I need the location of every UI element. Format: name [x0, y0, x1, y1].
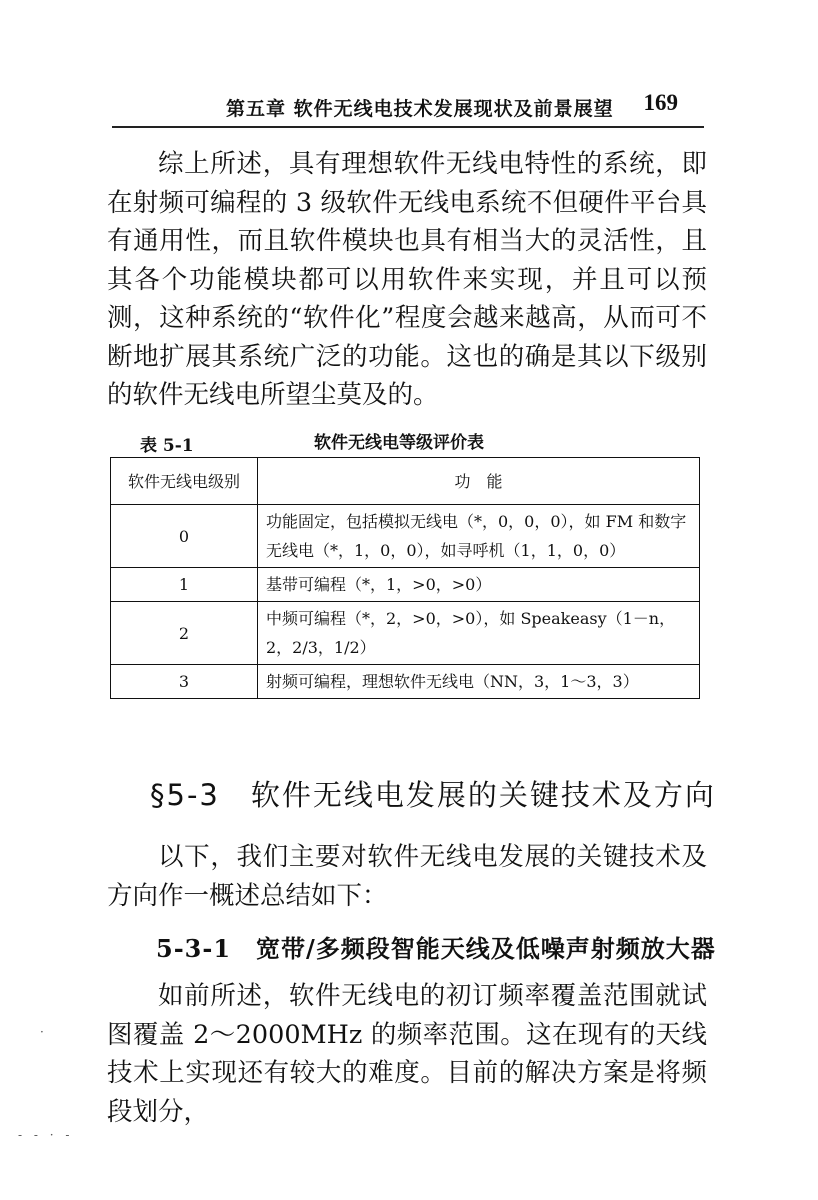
table-row: [111, 505, 700, 568]
page-header: [112, 88, 704, 128]
section-heading: §5-3 软件无线电发展的关键技术及方向: [150, 778, 716, 812]
table-caption-title: 软件无线电等级评价表: [314, 433, 484, 453]
function-cell: 射频可编程，理想软件无线电（NN，3，1～3，3）: [258, 665, 700, 699]
subsection-heading: 5-3-1 宽带/多频段智能天线及低噪声射频放大器: [156, 934, 716, 963]
level-cell: 2: [111, 602, 258, 665]
level-cell: 0: [111, 505, 258, 568]
function-cell: 基带可编程（*，1，>0，>0）: [258, 568, 700, 602]
function-cell: 功能固定，包括模拟无线电（*，0，0，0），如 FM 和数字无线电（*，1，0，0），如寻呼机（1，1，0，0）: [258, 505, 700, 568]
header-level: 软件无线电级别: [111, 458, 258, 505]
table-row: [111, 665, 700, 699]
scan-speck: ·: [40, 1025, 44, 1039]
table-row: [111, 602, 700, 665]
function-cell: 中频可编程（*，2，>0，>0），如 Speakeasy（1－n，2，2/3，1/2）: [258, 602, 700, 665]
paragraph-summary: 综上所述，具有理想软件无线电特性的系统，即在射频可编程的 3 级软件无线电系统不但硬件平台具有通用性，而且软件模块也具有相当大的灵活性，且其各个功能模块都可以用软件来实现，并且可以预测，这种系统的“软件化”程度会越来越高，从而可不断地扩展其系统广泛的功能。这也的确是其以下级别的软件无线电所望尘莫及的。: [107, 149, 707, 410]
scan-speck: - - · -: [18, 1128, 74, 1142]
page-number: 169: [643, 90, 678, 115]
table-header-row: [111, 458, 700, 505]
table-row: [111, 568, 700, 602]
running-title: 第五章 软件无线电技术发展现状及前景展望: [226, 98, 614, 120]
paragraph-intro: 以下，我们主要对软件无线电发展的关键技术及方向作一概述总结如下：: [107, 842, 707, 911]
header-function: 功 能: [258, 458, 700, 505]
level-cell: 3: [111, 665, 258, 699]
level-cell: 1: [111, 568, 258, 602]
grade-table: [110, 457, 700, 699]
table-caption-number: 表 5-1: [140, 436, 194, 456]
paragraph-antenna: 如前所述，软件无线电的初订频率覆盖范围就试图覆盖 2～2000MHz 的频率范围。这在现有的天线技术上实现还有较大的难度。目前的解决方案是将频段划分，: [107, 981, 707, 1127]
